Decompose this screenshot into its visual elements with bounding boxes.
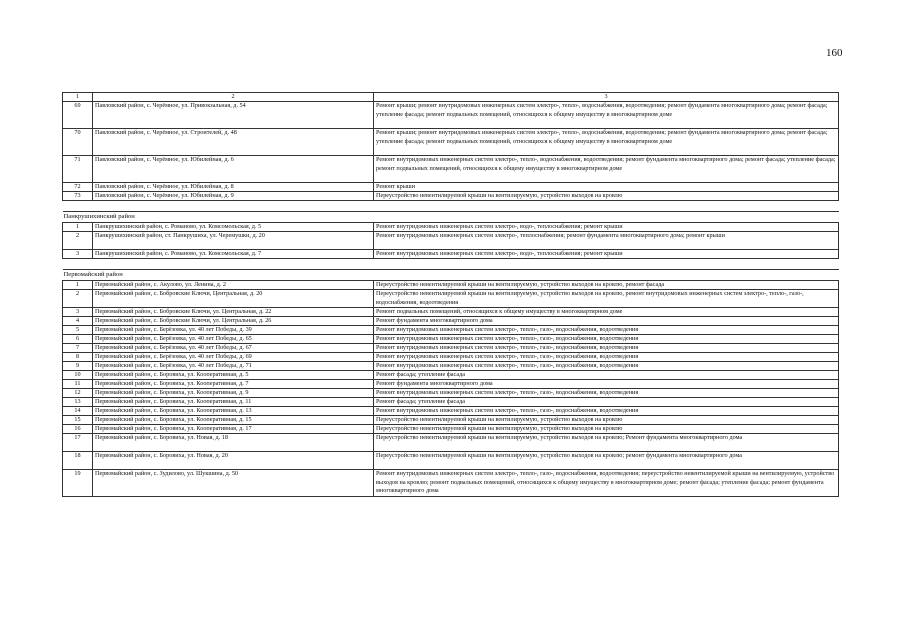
- table-row: [63, 398, 839, 407]
- repair-works: Переустройство невентилируемой крыши на вентилируемую, устройство выходов на кровлю, ремонт фасада: [374, 281, 839, 290]
- building-address: Первомайский район, с. Боровиха, ул. Кооперативная, д. 9: [93, 389, 374, 398]
- table-row: [63, 362, 839, 371]
- column-header-address: 2: [93, 93, 374, 102]
- row-number: 7: [63, 344, 93, 353]
- table-row: [63, 407, 839, 416]
- building-address: Панкрушихинский район, с. Романово, ул. Комсомольская, д. 5: [93, 223, 374, 232]
- table-row: [63, 129, 839, 156]
- table-row: [63, 156, 839, 183]
- repair-works: Ремонт внутридомовых инженерных систем электро-, теплоснабжения; ремонт фундамента многоквартирного дома; ремонт крыши: [374, 232, 839, 250]
- repair-works: Ремонт внутридомовых инженерных систем электро-, водо-, теплоснабжения; ремонт крыши: [374, 250, 839, 259]
- section-heading-row: [63, 212, 839, 223]
- repair-works: Ремонт фасада; утепление фасада: [374, 371, 839, 380]
- district-heading: Первомайский район: [63, 270, 839, 281]
- building-address: Первомайский район, с. Берёзовка, ул. 40 лет Победы, д. 67: [93, 344, 374, 353]
- section-spacer-cell: [63, 201, 839, 212]
- table-row: [63, 281, 839, 290]
- section-spacer: [63, 201, 839, 212]
- building-address: Павловский район, с. Черёмное, ул. Строителей, д. 48: [93, 129, 374, 156]
- repair-works: Ремонт фундамента многоквартирного дома: [374, 317, 839, 326]
- repair-works: Переустройство невентилируемой крыши на вентилируемую, устройство выходов на кровлю; ремонт фундамента многоквартирного дома: [374, 452, 839, 470]
- repair-works: Ремонт внутридомовых инженерных систем электро-, тепло-, газо-, водоснабжения, водоотведения: [374, 362, 839, 371]
- row-number: 10: [63, 371, 93, 380]
- table-row: [63, 452, 839, 470]
- repair-works: Ремонт внутридомовых инженерных систем электро-, тепло-, газо-, водоснабжения, водоотведения: [374, 335, 839, 344]
- building-address: Первомайский район, с. Боровиха, ул. Новая, д. 18: [93, 434, 374, 452]
- repair-works: Ремонт фундамента многоквартирного дома: [374, 380, 839, 389]
- repair-works: Переустройство невентилируемой крыши на вентилируемую, устройство выходов на кровлю: [374, 192, 839, 201]
- building-address: Первомайский район, с. Берёзовка, ул. 40 лет Победы, д. 71: [93, 362, 374, 371]
- building-address: Первомайский район, с. Боровиха, ул. Кооперативная, д. 13: [93, 407, 374, 416]
- building-address: Первомайский район, с. Акулово, ул. Ленина, д. 2: [93, 281, 374, 290]
- table-row: [63, 416, 839, 425]
- table-row: [63, 192, 839, 201]
- repair-works: Ремонт внутридомовых инженерных систем электро-, тепло-, газо-, водоснабжения, водоотведения; переустройство невентилируемой крыши на вентилируемую, устройство выходов на кровлю; ремонт подвальных помещений, относящихся к общему имуществу в многоквартирном доме; ремонт фасада; утепление фасада; ремонт фундамента многоквартирного дома: [374, 470, 839, 497]
- section-spacer: [63, 259, 839, 270]
- row-number: 16: [63, 425, 93, 434]
- table-row: [63, 183, 839, 192]
- row-number: 15: [63, 416, 93, 425]
- building-address: Первомайский район, с. Боровиха, ул. Кооперативная, д. 15: [93, 416, 374, 425]
- table-row: [63, 250, 839, 259]
- row-number: 70: [63, 129, 93, 156]
- row-number: 73: [63, 192, 93, 201]
- building-address: Павловский район, с. Черёмное, ул. Юбилейная, д. 6: [93, 156, 374, 183]
- repair-works: Ремонт внутридомовых инженерных систем электро-, водо-, теплоснабжения; ремонт крыши: [374, 223, 839, 232]
- row-number: 12: [63, 389, 93, 398]
- building-address: Первомайский район, с. Бобровские Ключи, ул. Центральная, д. 26: [93, 317, 374, 326]
- table-row: [63, 389, 839, 398]
- repair-works: Ремонт внутридомовых инженерных систем электро-, тепло-, газо-, водоснабжения, водоотведения: [374, 326, 839, 335]
- table-row: [63, 232, 839, 250]
- repair-works: Ремонт внутридомовых инженерных систем электро-, тепло-, газо-, водоснабжения, водоотведения: [374, 353, 839, 362]
- row-number: 13: [63, 398, 93, 407]
- repair-works: Ремонт внутридомовых инженерных систем электро-, тепло-, водоснабжения, водоотведения; ремонт фундамента многоквартирного дома; ремонт фасада; утепление фасада; ремонт подвальных помещений, относящихся к общему имуществу в многоквартирном доме: [374, 156, 839, 183]
- table-row: [63, 102, 839, 129]
- repair-works: Переустройство невентилируемой крыши на вентилируемую, устройство выходов на кровлю: [374, 425, 839, 434]
- table-row: [63, 335, 839, 344]
- repair-works: Ремонт внутридомовых инженерных систем электро-, тепло-, газо-, водоснабжения, водоотведения: [374, 389, 839, 398]
- table-row: [63, 344, 839, 353]
- repair-works: Ремонт крыши: [374, 183, 839, 192]
- repair-works: Ремонт крыши; ремонт внутридомовых инженерных систем электро-, тепло-, водоснабжения, водоотведения; ремонт фундамента многоквартирного дома; ремонт фасада; утепление фасада; ремонт подвальных помещений, относящихся к общему имуществу в многоквартирном доме: [374, 129, 839, 156]
- row-number: 3: [63, 250, 93, 259]
- repair-works: Переустройство невентилируемой крыши на вентилируемую, устройство выходов на кровлю; Ремонт фундамента многоквартирного дома: [374, 434, 839, 452]
- building-address: Первомайский район, с. Боровиха, ул. Кооперативная, д. 17: [93, 425, 374, 434]
- row-number: 18: [63, 452, 93, 470]
- row-number: 71: [63, 156, 93, 183]
- repair-works: Ремонт внутридомовых инженерных систем электро-, тепло-, газо-, водоснабжения, водоотведения: [374, 407, 839, 416]
- register-table-body: [63, 93, 839, 497]
- building-address: Павловский район, с. Черёмное, ул. Юбилейная, д. 8: [93, 183, 374, 192]
- table-row: [63, 470, 839, 497]
- table-row: [63, 434, 839, 452]
- column-header-works: 3: [374, 93, 839, 102]
- row-number: 8: [63, 353, 93, 362]
- section-spacer-cell: [63, 259, 839, 270]
- repair-works: Ремонт крыши; ремонт внутридомовых инженерных систем электро-, тепло-, водоснабжения, водоотведения; ремонт фундамента многоквартирного дома; ремонт фасада; утепление фасада; ремонт подвальных помещений, относящихся к общему имуществу в многоквартирном доме: [374, 102, 839, 129]
- row-number: 69: [63, 102, 93, 129]
- table-row: [63, 308, 839, 317]
- row-number: 14: [63, 407, 93, 416]
- district-heading: Панкрушихинский район: [63, 212, 839, 223]
- building-address: Первомайский район, с. Берёзовка, ул. 40 лет Победы, д. 65: [93, 335, 374, 344]
- table-row: [63, 317, 839, 326]
- building-address: Павловский район, с. Черёмное, ул. Юбилейная, д. 9: [93, 192, 374, 201]
- repair-works: Переустройство невентилируемой крыши на вентилируемую, устройство выходов на кровлю, ремонт внутридомовых инженерных систем электро-, тепло-, газо-, водоснабжения, водоотведения: [374, 290, 839, 308]
- building-address: Первомайский район, с. Боровиха, ул. Кооперативная, д. 5: [93, 371, 374, 380]
- row-number: 4: [63, 317, 93, 326]
- building-address: Панкрушихинский район, с. Романово, ул. Комсомольская, д. 7: [93, 250, 374, 259]
- row-number: 3: [63, 308, 93, 317]
- repair-works: Ремонт фасада; утепление фасада: [374, 398, 839, 407]
- table-row: [63, 223, 839, 232]
- building-address: Первомайский район, с. Боровиха, ул. Новая, д. 20: [93, 452, 374, 470]
- building-address: Первомайский район, с. Бобровские Ключи, ул. Центральная, д. 22: [93, 308, 374, 317]
- building-address: Первомайский район, с. Зудилово, ул. Шукшина, д. 50: [93, 470, 374, 497]
- column-header-number: 1: [63, 93, 93, 102]
- building-address: Панкрушихинский район, ст. Панкрушиха, ул. Черемушки, д. 20: [93, 232, 374, 250]
- building-address: Первомайский район, с. Боровиха, ул. Кооперативная, д. 7: [93, 380, 374, 389]
- table-row: [63, 326, 839, 335]
- building-address: Первомайский район, с. Берёзовка, ул. 40 лет Победы, д. 39: [93, 326, 374, 335]
- building-address: Первомайский район, с. Бобровские Ключи, Центральная, д. 20: [93, 290, 374, 308]
- row-number: 11: [63, 380, 93, 389]
- table-header-row: [63, 93, 839, 102]
- row-number: 72: [63, 183, 93, 192]
- row-number: 19: [63, 470, 93, 497]
- section-heading-row: [63, 270, 839, 281]
- table-row: [63, 380, 839, 389]
- repair-works: Переустройство невентилируемой крыши на вентилируемую, устройство выходов на кровлю: [374, 416, 839, 425]
- table-row: [63, 353, 839, 362]
- repair-works: Ремонт внутридомовых инженерных систем электро-, тепло-, газо-, водоснабжения, водоотведения: [374, 344, 839, 353]
- table-row: [63, 371, 839, 380]
- overhaul-register-table: [62, 92, 839, 497]
- table-row: [63, 425, 839, 434]
- row-number: 2: [63, 290, 93, 308]
- table-row: [63, 290, 839, 308]
- row-number: 6: [63, 335, 93, 344]
- row-number: 1: [63, 281, 93, 290]
- building-address: Первомайский район, с. Боровиха, ул. Кооперативная, д. 11: [93, 398, 374, 407]
- row-number: 9: [63, 362, 93, 371]
- row-number: 1: [63, 223, 93, 232]
- page-number: 160: [826, 47, 843, 59]
- row-number: 17: [63, 434, 93, 452]
- building-address: Павловский район, с. Черёмное, ул. Привокзальная, д. 54: [93, 102, 374, 129]
- building-address: Первомайский район, с. Берёзовка, ул. 40 лет Победы, д. 69: [93, 353, 374, 362]
- row-number: 5: [63, 326, 93, 335]
- row-number: 2: [63, 232, 93, 250]
- repair-works: Ремонт подвальных помещений, относящихся к общему имуществу в многоквартирном доме: [374, 308, 839, 317]
